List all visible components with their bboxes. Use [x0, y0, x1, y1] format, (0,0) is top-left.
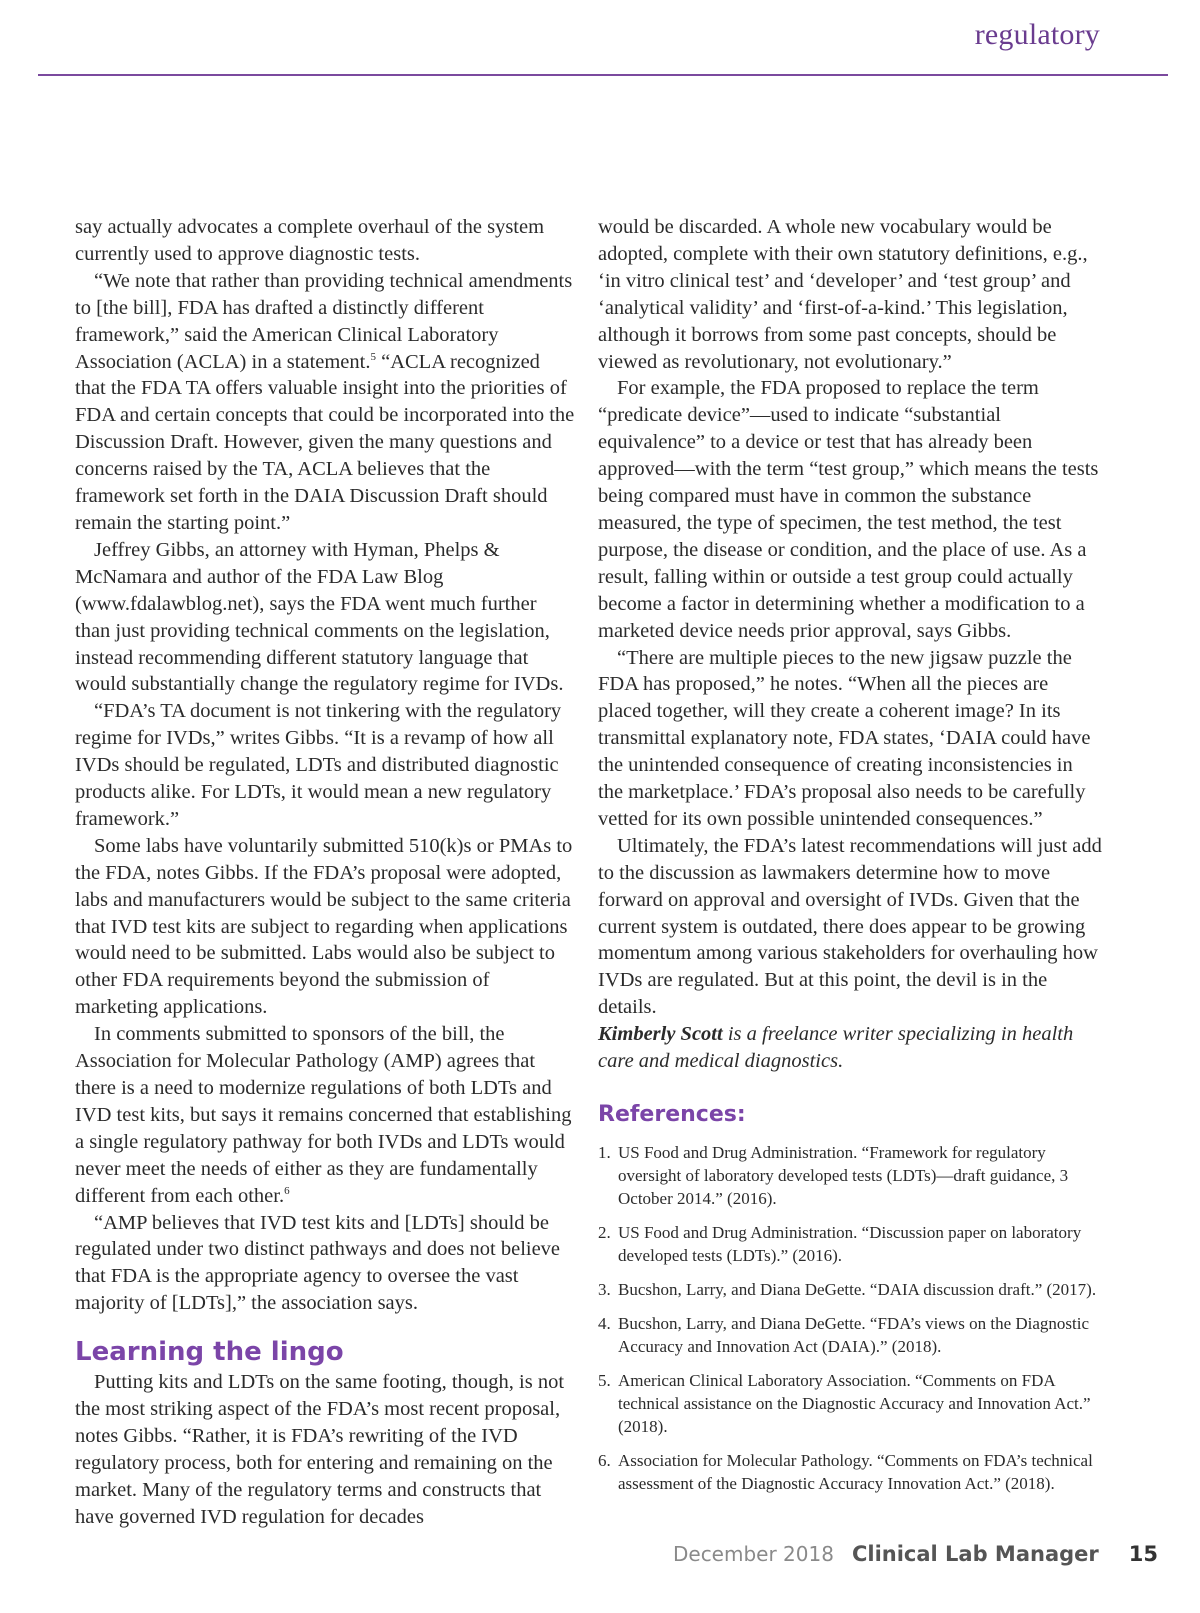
body-paragraph: Putting kits and LDTs on the same footing, though, is not the most striking aspect of the FDA’s most recent proposal, notes Gibbs. “Rather, it is FDA’s rewriting of the IVD regulatory process, both for entering and remaining on the market. Many of the regulatory terms and constructs that have governed IVD regulation for decades — [75, 1371, 565, 1528]
magazine-name: Clinical Lab Manager — [851, 1542, 1099, 1566]
reference-item: 1. US Food and Drug Administration. “Framework for regulatory oversight of laboratory developed tests (LDTs)—draft guidance, 3 October 2014.” (2016). — [598, 1143, 1069, 1208]
footnote-ref: 5 — [370, 350, 376, 363]
body-paragraph: would be discarded. A whole new vocabulary would be adopted, complete with their own statutory definitions, e.g., ‘in vitro clinical test’ and ‘developer’ and ‘test group’ and ‘analytical validity’ and ‘first-of-a-kind.’ This legislation, although it borrows from some past concepts, should be viewed as revolutionary, not evolutionary.” — [598, 216, 1088, 373]
body-paragraph: “There are multiple pieces to the new jigsaw puzzle the FDA has proposed,” he notes. “When all the pieces are placed together, will they create a coherent image? In its transmittal explanatory note, FDA states, ‘DAIA could have the unintended consequence of creating inconsistencies in the marketplace.’ FDA’s proposal also needs to be carefully vetted for its own possible unintended consequences.” — [598, 646, 1091, 830]
body-paragraph: Jeffrey Gibbs, an attorney with Hyman, Phelps & McNamara and author of the FDA Law Blog (www.fdalawblog.net), says the FDA went much further than just providing technical comments on the legislation, instead recommending different statutory language that would substantially change the regulatory regime for IVDs. — [75, 538, 564, 696]
body-paragraph: “AMP believes that IVD test kits and [LDTs] should be regulated under two distinct pathways and does not believe that FDA is the appropriate agency to oversee the vast majority of [LDTs],” the association says. — [75, 1211, 561, 1315]
reference-item: 4. Bucshon, Larry, and Diana DeGette. “FDA’s views on the Diagnostic Accuracy and Innovation Act (DAIA).” (2018). — [598, 1314, 1090, 1356]
header-divider — [38, 74, 1168, 76]
left-column — [75, 214, 575, 1531]
references-heading: References: — [598, 1102, 746, 1127]
issue-date: December 2018 — [672, 1542, 834, 1566]
reference-item: 2. US Food and Drug Administration. “Discussion paper on laboratory developed tests (LDTs).” (2016). — [598, 1223, 1082, 1265]
body-paragraph: say actually advocates a complete overhaul of the system currently used to approve diagnostic tests. — [75, 216, 545, 265]
page-number: 15 — [1128, 1542, 1158, 1566]
section-subheading: Learning the lingo — [75, 1337, 344, 1368]
references-list — [598, 1141, 1102, 1495]
body-paragraph: In comments submitted to sponsors of the bill, the Association for Molecular Pathology (AMP) agrees that there is a need to modernize regulations of both LDTs and IVD test kits, but says it remains concerned that establishing a single regulatory pathway for both IVDs and LDTs would never meet the needs of either as they are fundamentally different from each other.$^6$ — [75, 1023, 572, 1207]
reference-item: 3. Bucshon, Larry, and Diana DeGette. “DAIA discussion draft.” (2017). — [598, 1280, 1097, 1299]
body-paragraph: For example, the FDA proposed to replace the term “predicate device”—used to indicate “substantial equivalence” to a device or test that has already been approved—with the term “test group,” which means the tests being compared must have in common the substance measured, the type of specimen, the test method, the test purpose, the disease or condition, and the place of use. As a result, falling within or outside a test group could actually become a factor in determining whether a modification to a marketed device needs prior approval, says Gibbs. — [598, 377, 1099, 642]
section-label: regulatory — [974, 18, 1100, 51]
body-paragraph: “We note that rather than providing technical amendments to [the bill], FDA has drafted a distinctly different framework,” said the American Clinical Laboratory Association (ACLA) in a statement.$^5$ “ACLA recognized that the FDA TA offers valuable insight into the priorities of FDA and certain concepts that could be incorporated into the Discussion Draft. However, given the many questions and concerns raised by the TA, ACLA believes that the framework set forth in the DAIA Discussion Draft should remain the starting point.” — [75, 269, 575, 534]
body-paragraph: Ultimately, the FDA’s latest recommendations will just add to the discussion as lawmakers determine how to move forward on approval and oversight of IVDs. Given that the current system is outdated, there does appear to be growing momentum among various stakeholders for overhauling how IVDs are regulated. But at this point, the devil is in the details. — [598, 834, 1102, 1019]
reference-item: 5. American Clinical Laboratory Association. “Comments on FDA technical assistance on the Diagnostic Accuracy and Innovation Act.” (2018). — [598, 1371, 1091, 1436]
right-column — [598, 214, 1102, 1506]
reference-item: 6. Association for Molecular Pathology. “Comments on FDA’s technical assessment of the Diagnostic Accuracy Innovation Act.” (2018). — [598, 1451, 1093, 1493]
body-paragraph: “FDA’s TA document is not tinkering with the regulatory regime for IVDs,” writes Gibbs. “It is a revamp of how all IVDs should be regulated, LDTs and distributed diagnostic products alike. For LDTs, it would mean a new regulatory framework.” — [75, 700, 562, 830]
body-paragraph: Some labs have voluntarily submitted 510(k)s or PMAs to the FDA, notes Gibbs. If the FDA’s proposal were adopted, labs and manufacturers would be subject to the same criteria that IVD test kits are subject to regarding when applications would need to be submitted. Labs would also be subject to other FDA requirements beyond the submission of marketing applications. — [75, 834, 573, 1019]
author-name: Kimberly Scott — [598, 1023, 723, 1046]
author-bio: Kimberly Scott is a freelance writer specializing in health care and medical diagnostics. — [598, 1023, 1074, 1073]
footnote-ref: 6 — [284, 1184, 290, 1197]
page-footer — [673, 1542, 1158, 1572]
